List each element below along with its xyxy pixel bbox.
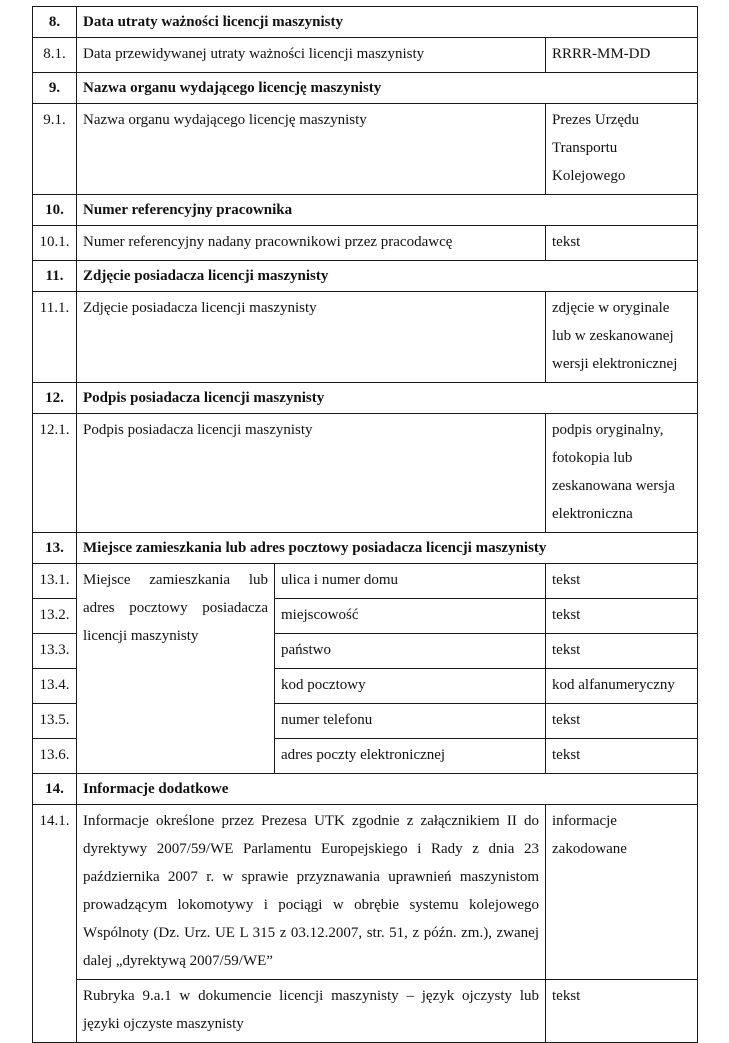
section-number: 12. [33, 383, 77, 414]
section-10-header [33, 195, 698, 226]
field-label: Podpis posiadacza licencji maszynisty [77, 414, 546, 533]
table-row [33, 564, 698, 599]
section-title: Informacje dodatkowe [77, 774, 698, 805]
field-name: adres poczty elektronicznej [275, 739, 546, 774]
section-14-header [33, 774, 698, 805]
table-row [33, 226, 698, 261]
field-value: RRRR-MM-DD [546, 38, 698, 73]
section-13-header [33, 533, 698, 564]
section-11-header [33, 261, 698, 292]
field-value: tekst [546, 226, 698, 261]
section-title: Podpis posiadacza licencji maszynisty [77, 383, 698, 414]
section-title: Zdjęcie posiadacza licencji maszynisty [77, 261, 698, 292]
row-number: 13.3. [33, 634, 77, 669]
field-value: zdjęcie w oryginale lub w zeskanowanej wersji elektronicznej [546, 292, 698, 383]
row-number: 10.1. [33, 226, 77, 261]
field-value: informacje zakodowane [546, 805, 698, 980]
table-row [33, 38, 698, 73]
field-value: tekst [546, 704, 698, 739]
table-row [33, 980, 698, 1043]
row-number: 13.5. [33, 704, 77, 739]
section-12-header [33, 383, 698, 414]
section-title: Nazwa organu wydającego licencję maszynisty [77, 73, 698, 104]
field-value: Prezes Urzędu Transportu Kolejowego [546, 104, 698, 195]
row-number: 13.6. [33, 739, 77, 774]
field-label: Rubryka 9.a.1 w dokumencie licencji maszynisty – język ojczysty lub języki ojczyste maszynisty [77, 980, 546, 1043]
field-label: Nazwa organu wydającego licencję maszynisty [77, 104, 546, 195]
license-fields-table [32, 6, 698, 1043]
section-9-header [33, 73, 698, 104]
section-title: Miejsce zamieszkania lub adres pocztowy posiadacza licencji maszynisty [77, 533, 698, 564]
section-title: Data utraty ważności licencji maszynisty [77, 7, 698, 38]
field-value: kod alfanumeryczny [546, 669, 698, 704]
row-number: 11.1. [33, 292, 77, 383]
row-number: 8.1. [33, 38, 77, 73]
row-number: 13.2. [33, 599, 77, 634]
field-value: tekst [546, 634, 698, 669]
field-name: miejscowość [275, 599, 546, 634]
section-number: 14. [33, 774, 77, 805]
address-group-label: Miejsce zamieszkania lub adres pocztowy posiadacza licencji maszynisty [77, 564, 275, 774]
field-label: Numer referencyjny nadany pracownikowi przez pracodawcę [77, 226, 546, 261]
document-page [32, 6, 697, 1043]
table-row [33, 805, 698, 980]
field-name: ulica i numer domu [275, 564, 546, 599]
field-value: tekst [546, 564, 698, 599]
section-number: 13. [33, 533, 77, 564]
row-number: 14.1. [33, 805, 77, 1043]
section-number: 9. [33, 73, 77, 104]
row-number: 9.1. [33, 104, 77, 195]
row-number: 12.1. [33, 414, 77, 533]
field-name: państwo [275, 634, 546, 669]
field-value: tekst [546, 739, 698, 774]
field-label: Zdjęcie posiadacza licencji maszynisty [77, 292, 546, 383]
field-label: Data przewidywanej utraty ważności licencji maszynisty [77, 38, 546, 73]
row-number: 13.4. [33, 669, 77, 704]
section-title: Numer referencyjny pracownika [77, 195, 698, 226]
field-value: podpis oryginalny, fotokopia lub zeskanowana wersja elektroniczna [546, 414, 698, 533]
table-row [33, 414, 698, 533]
field-value: tekst [546, 980, 698, 1043]
table-row [33, 104, 698, 195]
section-8-header [33, 7, 698, 38]
field-label: Informacje określone przez Prezesa UTK zgodnie z załącznikiem II do dyrektywy 2007/59/WE Parlamentu Europejskiego i Rady z dnia 23 października 2007 r. w sprawie przyznawania uprawnień maszynistom prowadzącym lokomotywy i pociągi w obrębie systemu kolejowego Wspólnoty (Dz. Urz. UE L 315 z 03.12.2007, str. 51, z późn. zm.), zwanej dalej „dyrektywą 2007/59/WE” [77, 805, 546, 980]
row-number: 13.1. [33, 564, 77, 599]
section-number: 10. [33, 195, 77, 226]
table-row [33, 292, 698, 383]
section-number: 8. [33, 7, 77, 38]
field-name: kod pocztowy [275, 669, 546, 704]
field-name: numer telefonu [275, 704, 546, 739]
field-value: tekst [546, 599, 698, 634]
section-number: 11. [33, 261, 77, 292]
